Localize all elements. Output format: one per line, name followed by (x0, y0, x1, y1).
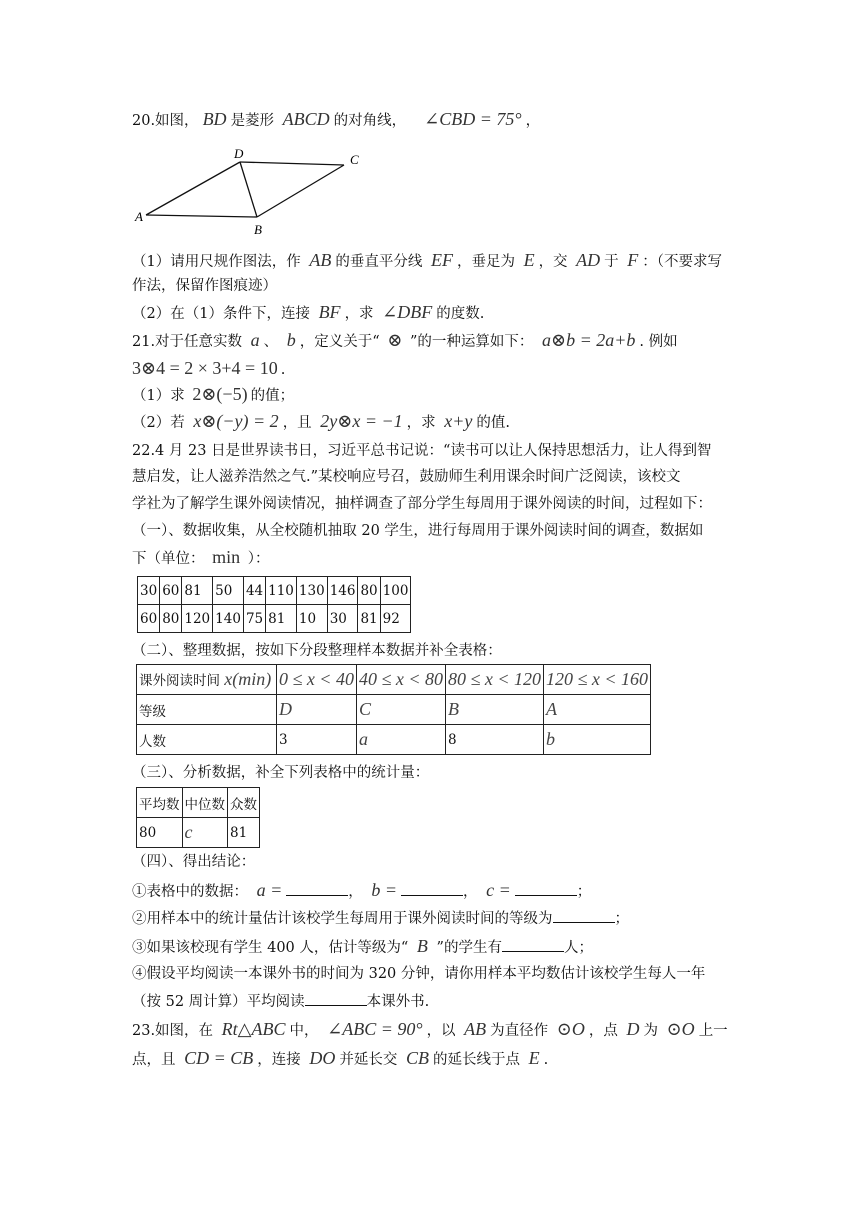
grouped-frequency-table (136, 664, 651, 755)
table-header-cell: 40 ≤ x < 80 (356, 665, 445, 695)
answer-blank-a[interactable] (286, 881, 348, 896)
q23-stem: 23.如图，在 Rt△ABC 中， ∠ABC = 90° ，以 AB 为直径作 ⊙O ，点 D 为 ⊙O 上一 (132, 1019, 728, 1039)
table-cell: 60 (138, 605, 160, 633)
raw-data-table (137, 576, 411, 633)
q22-conclusion-4-cont: （按 52 周计算）平均阅读 本课外书. (132, 991, 429, 1012)
table-cell: 81 (358, 605, 380, 633)
rhombus-figure (130, 145, 370, 240)
table-header-cell: 120 ≤ x < 160 (543, 665, 650, 695)
table-row (137, 665, 651, 695)
statistics-table (136, 787, 260, 848)
table-row (138, 605, 411, 633)
table-row (137, 695, 651, 725)
answer-blank-b[interactable] (401, 881, 463, 896)
table-header-cell: 众数 (228, 788, 260, 818)
table-header-cell: 中位数 (182, 788, 228, 818)
table-cell: 110 (266, 577, 297, 605)
table-row (138, 577, 411, 605)
answer-blank-c[interactable] (515, 881, 577, 896)
table-cell: B (445, 695, 543, 725)
table-cell: 146 (327, 577, 358, 605)
q22-step3: （三）、分析数据，补全下列表格中的统计量： (132, 765, 430, 781)
q20-part2: （2）在（1）条件下，连接 BF ，求 ∠DBF 的度数. (132, 302, 485, 322)
q22-intro-line-3: 学社为了解学生课外阅读情况，抽样调查了部分学生每周用于课外阅读的时间，过程如下： (132, 496, 712, 512)
table-cell: 10 (296, 605, 327, 633)
answer-blank-books[interactable] (305, 991, 367, 1006)
answer-blank-level[interactable] (553, 908, 615, 923)
table-cell: 8 (445, 725, 543, 755)
q20-part1-cont: 作法，保留作图痕迹） (132, 278, 277, 294)
q22-conclusion-2: ②用样本中的统计量估计该校学生每周用于课外阅读时间的等级为 ； (132, 908, 629, 929)
q23-stem-cont: 点，且 CD = CB ，连接 DO 并延长交 CB 的延长线于点 E . (132, 1048, 549, 1068)
table-row (137, 818, 260, 848)
table-header-cell: 0 ≤ x < 40 (276, 665, 356, 695)
q22-intro-line-4: （一）、数据收集，从全校随机抽取 20 学生，进行每周用于课外阅读时间的调查，数据如 (132, 523, 704, 539)
q20-part1: （1）请用尺规作图法，作 AB 的垂直平分线 EF ，垂足为 E ，交 AD 于 F ：（不要求写 (132, 250, 723, 270)
q22-conclusion-4: ④假设平均阅读一本课外书的时间为 320 分钟，请你用样本平均数估计该校学生每人一年 (132, 966, 706, 982)
table-cell: 80 (137, 818, 183, 848)
q21-example: 3⊗4 = 2 × 3+4 = 10 . (132, 358, 286, 378)
table-header-cell: 课外阅读时间 x(min) (137, 665, 277, 695)
table-cell: 140 (213, 605, 244, 633)
table-cell: C (356, 695, 445, 725)
table-cell: 100 (380, 577, 411, 605)
table-cell: 92 (380, 605, 411, 633)
q22-unit-line: 下（单位： min ）： (132, 547, 270, 567)
vertex-label-d: D (234, 146, 244, 161)
table-cell: 人数 (137, 725, 277, 755)
table-row (137, 725, 651, 755)
table-cell: 44 (243, 577, 265, 605)
q22-step2: （二）、整理数据，按如下分段整理样本数据并补全表格： (132, 643, 502, 659)
q21-part2: （2）若 x⊗(−y) = 2 ，且 2y⊗x = −1 ，求 x+y 的值. (132, 411, 510, 431)
table-cell: 81 (266, 605, 297, 633)
q22-conclusion-1: ①表格中的数据： a = ， b = ， c = ； (132, 880, 592, 900)
q21-part1: （1）求 2⊗(−5) 的值； (132, 384, 295, 404)
q22-intro-line-1: 22.4 月 23 日是世界读书日，习近平总书记说：“读书可以让人保持思想活力，让人得到智 (132, 443, 712, 459)
q22-step4: （四）、得出结论： (132, 854, 256, 870)
table-cell: 3 (276, 725, 356, 755)
q22-conclusion-3: ③如果该校现有学生 400 人，估计等级为“ B ”的学生有 人； (132, 936, 593, 956)
table-cell: 30 (327, 605, 358, 633)
table-cell: A (543, 695, 650, 725)
table-cell: 75 (243, 605, 265, 633)
table-cell: 80 (160, 605, 182, 633)
table-cell: 120 (182, 605, 213, 633)
vertex-label-b: B (254, 222, 262, 237)
table-row (137, 788, 260, 818)
table-cell: 81 (182, 577, 213, 605)
table-header-cell: 80 ≤ x < 120 (445, 665, 543, 695)
table-cell: 130 (296, 577, 327, 605)
table-cell: 等级 (137, 695, 277, 725)
table-cell: 80 (358, 577, 380, 605)
table-cell: c (182, 818, 228, 848)
vertex-label-c: C (350, 152, 359, 167)
vertex-label-a: A (135, 209, 143, 224)
table-cell: 30 (138, 577, 160, 605)
table-cell: 50 (213, 577, 244, 605)
answer-blank-count[interactable] (502, 937, 564, 952)
table-cell: 81 (228, 818, 260, 848)
table-header-cell: 平均数 (137, 788, 183, 818)
table-cell: b (543, 725, 650, 755)
table-cell: D (276, 695, 356, 725)
q22-intro-line-2: 慧启发，让人滋养浩然之气.”某校响应号召，鼓励师生利用课余时间广泛阅读，该校文 (132, 469, 681, 485)
table-cell: 60 (160, 577, 182, 605)
q20-stem: 20.如图， BD 是菱形 ABCD 的对角线， ∠CBD = 75° ， (132, 109, 541, 129)
table-cell: a (356, 725, 445, 755)
q21-stem: 21.对于任意实数 a 、 b ，定义关于“ ⊗ ”的一种运算如下： a⊗b = 2a+b . 例如 (132, 330, 678, 350)
